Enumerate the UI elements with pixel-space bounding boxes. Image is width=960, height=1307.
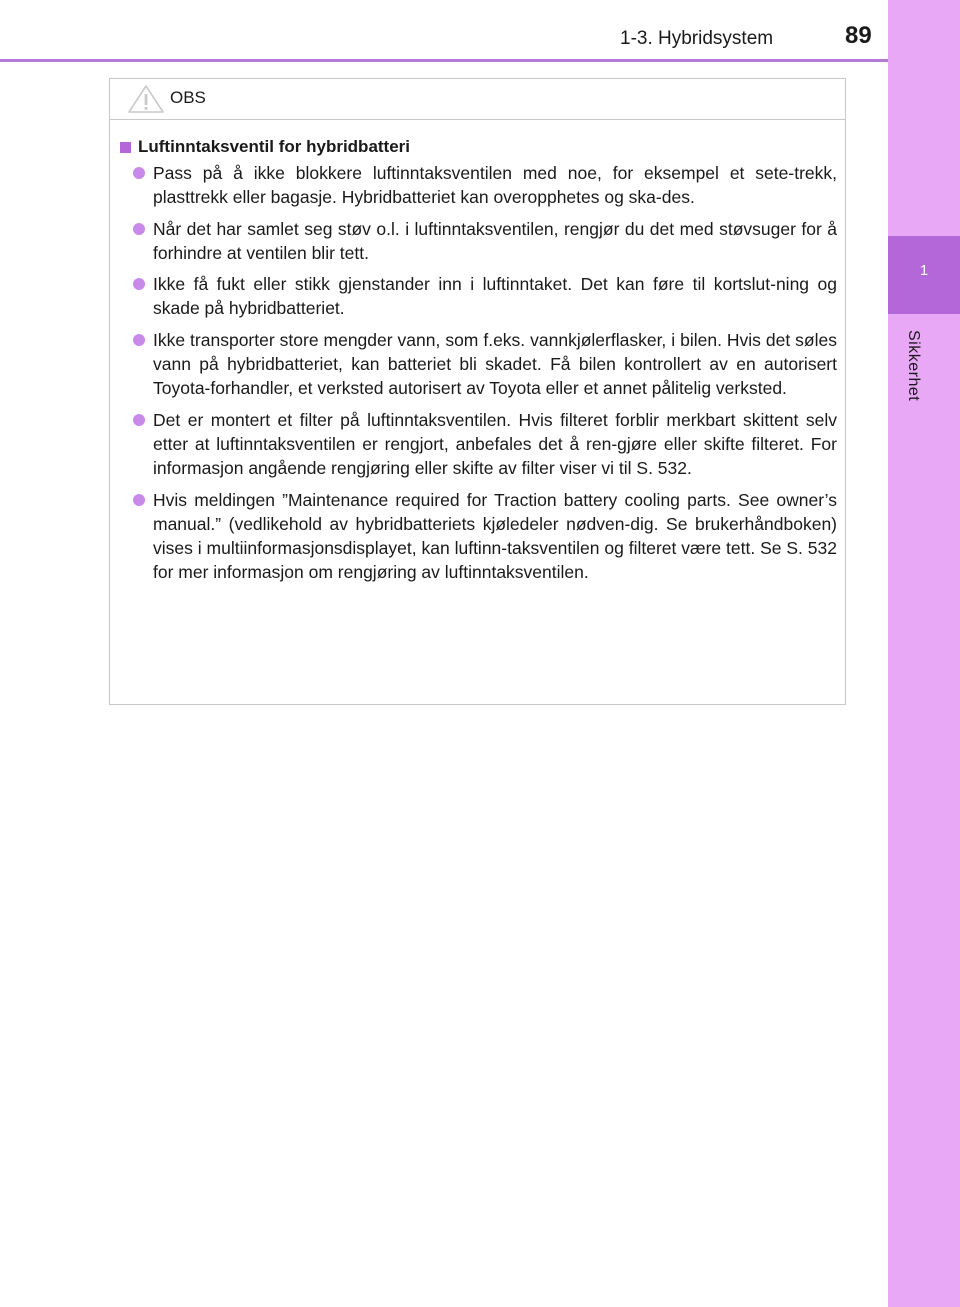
chapter-number[interactable]: 1 [888, 236, 960, 314]
header-rule [0, 59, 888, 62]
round-bullet-icon [133, 494, 145, 506]
round-bullet-icon [133, 334, 145, 346]
notice-body [110, 120, 845, 585]
chapter-label: Sikkerhet [905, 330, 922, 402]
round-bullet-icon [133, 278, 145, 290]
list-item-text: Ikke transporter store mengder vann, som f.eks. vannkjølerflasker, i bilen. Hvis det søles vann på hybridbatteriet, kan batteriet bli skadet. Få bilen kontrollert av en autorisert Toyota-forhandler, et verksted autorisert av Toyota eller et annet pålitelig verksted. [153, 329, 837, 399]
list-item [118, 161, 837, 210]
round-bullet-icon [133, 223, 145, 235]
section-title: 1-3. Hybridsystem [620, 28, 774, 49]
list-item [118, 408, 837, 481]
notice-box [109, 78, 846, 705]
chapter-side-tab [888, 0, 960, 1307]
notice-heading-text: Luftinntaksventil for hybridbatteri [138, 137, 411, 156]
notice-heading [118, 135, 837, 159]
list-item-text: Det er montert et filter på luftinntaksventilen. Hvis filteret forblir merkbart skittent selv etter at luftinntaksventilen er rengjort, anbefales det å ren-gjøre eller skifte filteret. For informasjon angående rengjøring eller skifte av filter viser vi til S. 532. [153, 409, 837, 479]
list-item-text: Når det har samlet seg støv o.l. i luftinntaksventilen, rengjør du det med støvsuger for å forhindre at ventilen blir tett. [153, 218, 837, 263]
square-bullet-icon [120, 142, 131, 153]
page-number: 89 [845, 22, 872, 49]
list-item-text: Pass på å ikke blokkere luftinntaksventilen med noe, for eksempel et sete-trekk, plasttrekk eller bagasje. Hybridbatteriet kan overopphetes og ska-des. [153, 163, 837, 208]
notice-label: OBS [170, 88, 206, 107]
list-item [118, 328, 837, 401]
list-item [118, 272, 837, 321]
list-item [118, 217, 837, 266]
list-item-text: Ikke få fukt eller stikk gjenstander inn i luftinntaket. Det kan føre til kortslut-ning og skade på hybridbatteriet. [153, 274, 837, 319]
list-item-text: Hvis meldingen ”Maintenance required for Traction battery cooling parts. See owner’s manual.” (vedlikehold av hybridbatteriets kjøledeler nødven-dig. Se brukerhåndboken) vises i multiinformasjonsdisplayet, kan luftinn-taksventilen og filteret være tett. Se S. 532 for mer informasjon om rengjøring av luftinntaksventilen. [153, 489, 837, 583]
round-bullet-icon [133, 414, 145, 426]
list-item [118, 488, 837, 585]
notice-header [110, 79, 845, 120]
round-bullet-icon [133, 167, 145, 179]
warning-triangle-icon [127, 84, 165, 119]
